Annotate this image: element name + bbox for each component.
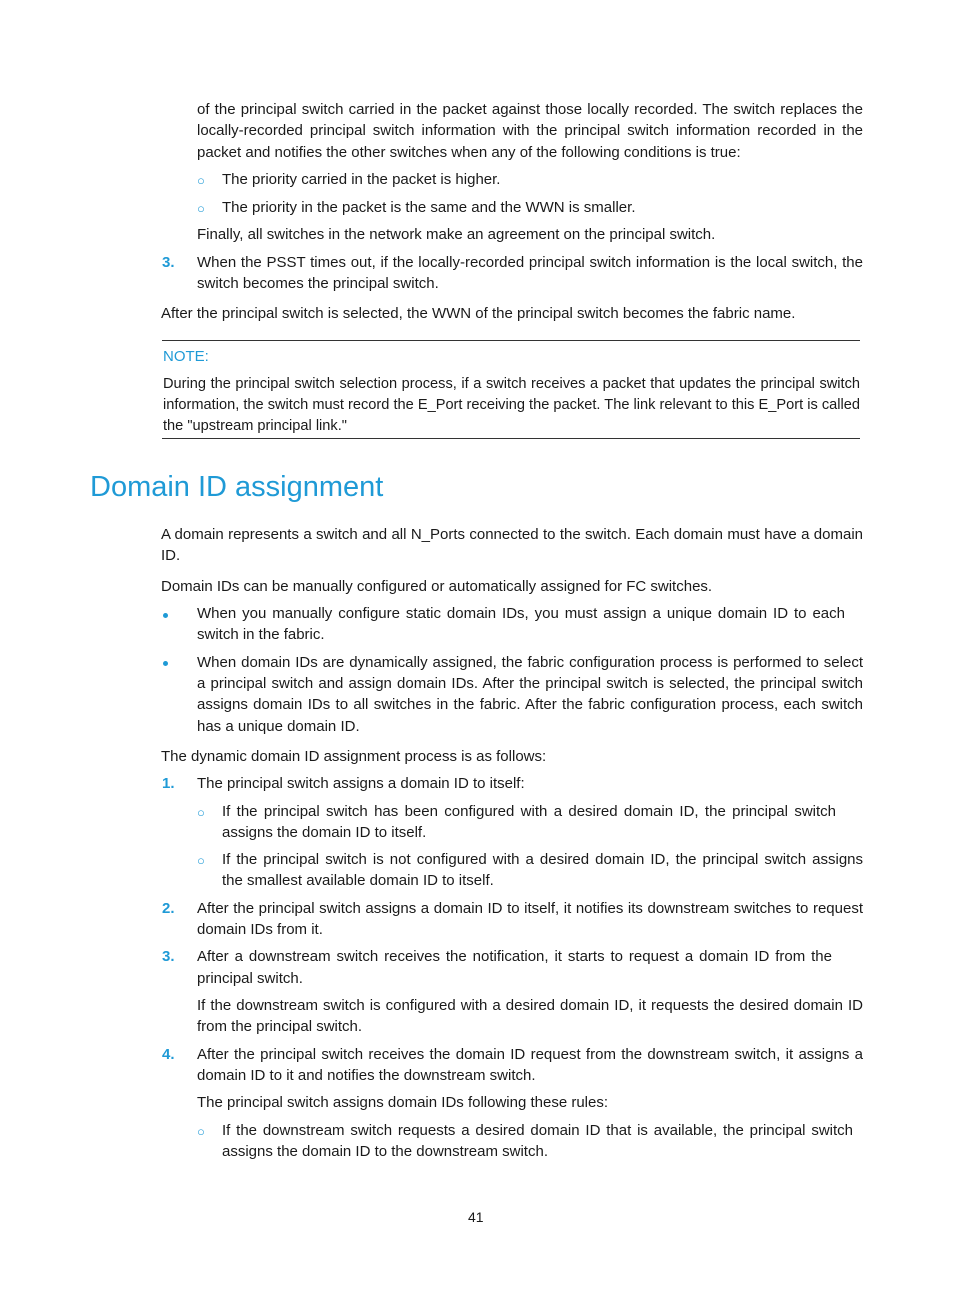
sub-item: The priority carried in the packet is higher. [222,171,501,188]
step-line: If the downstream switch is configured with a desired domain ID, it requests the desired domain ID [197,997,863,1014]
after-selected-text: After the principal switch is selected, the WWN of the principal switch becomes the fabric name. [161,305,796,322]
step-number: 1. [162,775,175,792]
step-number: 3. [162,948,175,965]
note-line: information, the switch must record the E_Port receiving the packet. The link relevant to this E_Port is called [163,397,860,413]
hollow-circle-icon: ○ [197,853,205,868]
hollow-circle-icon: ○ [197,805,205,820]
hollow-circle-icon: ○ [197,1124,205,1139]
note-top-rule [162,340,860,341]
step-number: 2. [162,900,175,917]
text-line: ID. [161,547,181,564]
step-text: The principal switch assigns a domain ID to itself: [197,775,525,792]
step-line: After a downstream switch receives the notification, it starts to request a domain ID from the [197,948,832,965]
bullet-line: switch in the fabric. [197,626,325,643]
step-line: from the principal switch. [197,1018,363,1035]
sub-item: The priority in the packet is the same and the WWN is smaller. [222,199,636,216]
note-title: NOTE: [163,348,209,365]
paragraph: Domain IDs can be manually configured or automatically assigned for FC switches. [161,578,713,595]
text-line: A domain represents a switch and all N_Ports connected to the switch. Each domain must have a domain [161,526,863,543]
sub-item-line: assigns the domain ID to itself. [222,824,427,841]
step-line: After the principal switch assigns a domain ID to itself, it notifies its downstream switches to request [197,900,863,917]
text-line: When the PSST times out, if the locally-recorded principal switch information is the local switch, the [197,254,863,271]
step-line: principal switch. [197,970,303,987]
filled-dot-icon [163,661,168,666]
sub-item-line: the smallest available domain ID to itself. [222,872,494,889]
text-line: of the principal switch carried in the packet against those locally recorded. The switch replaces the [197,101,863,118]
finally-text: Finally, all switches in the network make an agreement on the principal switch. [197,226,716,243]
sub-item-line: assigns the domain ID to the downstream switch. [222,1143,548,1160]
bullet-line: has a unique domain ID. [197,718,360,735]
hollow-circle-icon: ○ [197,201,205,216]
sub-item-line: If the principal switch is not configured with a desired domain ID, the principal switch assigns [222,851,863,868]
filled-dot-icon [163,613,168,618]
note-line: the "upstream principal link." [163,418,347,434]
sub-item-line: If the principal switch has been configured with a desired domain ID, the principal switch [222,803,836,820]
bullet-line: When domain IDs are dynamically assigned, the fabric configuration process is performed to select [197,654,863,671]
note-line: During the principal switch selection process, if a switch receives a packet that updates the principal switch [163,376,860,392]
section-heading: Domain ID assignment [90,471,384,503]
sub-item-line: If the downstream switch requests a desired domain ID that is available, the principal switch [222,1122,853,1139]
rules-intro: The principal switch assigns domain IDs following these rules: [197,1094,609,1111]
step-line: After the principal switch receives the domain ID request from the downstream switch, it assigns a [197,1046,863,1063]
bullet-line: a principal switch and assign domain IDs. After the principal switch is selected, the principal switch [197,675,863,692]
hollow-circle-icon: ○ [197,173,205,188]
step-number: 3. [162,254,175,271]
text-line: packet and notifies the other switches when any of the following conditions is true: [197,144,741,161]
bullet-line: When you manually configure static domain IDs, you must assign a unique domain ID to each [197,605,845,622]
text-line: switch becomes the principal switch. [197,275,439,292]
step-number: 4. [162,1046,175,1063]
process-intro: The dynamic domain ID assignment process is as follows: [161,748,547,765]
page-number: 41 [468,1209,484,1225]
step-line: domain IDs from it. [197,921,323,938]
step-line: domain ID to it and notifies the downstream switch. [197,1067,536,1084]
note-bottom-rule [162,438,860,439]
text-line: locally-recorded principal switch information with the principal switch information recorded in the [197,122,863,139]
bullet-line: assigns domain IDs to all switches in the fabric. After the fabric configuration process, each switch [197,696,863,713]
